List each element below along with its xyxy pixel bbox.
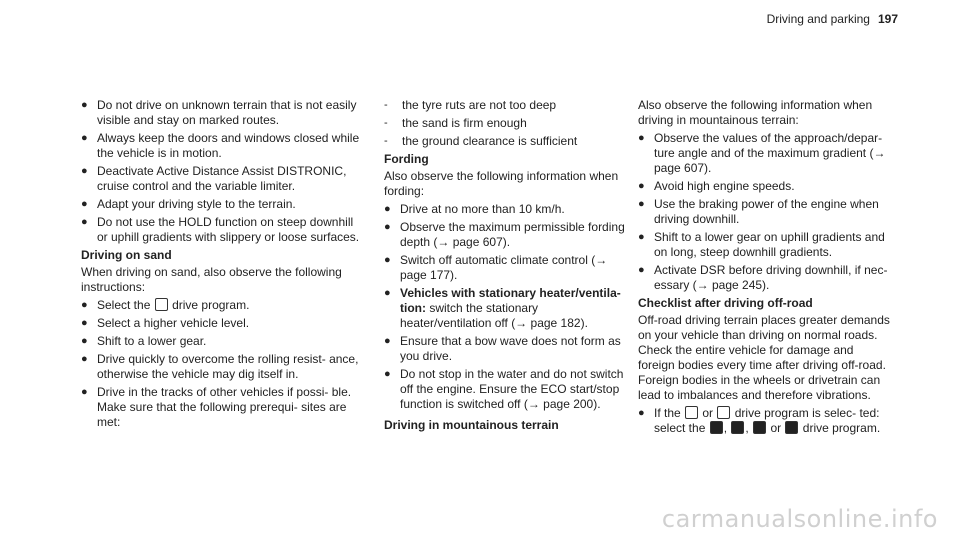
list-item: ● Ensure that a bow wave does not form as you drive. [384, 334, 621, 363]
program-s-icon [753, 421, 766, 434]
list-item: ● If the or drive program is selec- ted: select the , , or drive program. [638, 406, 881, 435]
bullet-icon: ● [638, 231, 645, 243]
offroad-program-icon [155, 298, 168, 311]
page-number: 197 [877, 12, 898, 26]
bullet-icon: ● [638, 180, 645, 192]
bullet-icon: ● [81, 299, 88, 311]
dash-item: - the tyre ruts are not too deep [384, 98, 557, 112]
dash-icon: - [384, 135, 388, 147]
list-item: ● Do not use the HOLD function on steep downhill or uphill gradients with slippery or loose surfaces. [81, 215, 360, 244]
list-item: ● Deactivate Active Distance Assist DISTRONIC, cruise control and the variable limiter. [81, 164, 347, 193]
bullet-icon: ● [81, 99, 88, 111]
bullet-icon: ● [638, 264, 645, 276]
heading-driving-on-sand: Driving on sand [81, 248, 172, 262]
bullet-icon: ● [384, 221, 391, 233]
offroad-program-icon [685, 406, 698, 419]
heading-mountainous: Driving in mountainous terrain [384, 418, 559, 432]
list-item: ● Shift to a lower gear. [81, 334, 207, 348]
offroad-plus-program-icon [717, 406, 730, 419]
program-c-icon [785, 421, 798, 434]
column-3 [638, 98, 890, 439]
bullet-icon: ● [384, 368, 391, 380]
list-item: ● Do not stop in the water and do not switch off the engine. Ensure the ECO start/stop function is switched off (→ page 200). [384, 367, 624, 411]
dash-icon: - [384, 117, 388, 129]
column-1 [81, 98, 361, 433]
list-item: ● Drive at no more than 10 km/h. [384, 202, 565, 216]
dash-item: - the ground clearance is sufficient [384, 134, 578, 148]
list-item: ● Vehicles with stationary heater/ventila- tion: switch the stationary heater/ventilation off (→ page 182). [384, 286, 621, 330]
bullet-icon: ● [81, 335, 88, 347]
program-i-icon [731, 421, 744, 434]
heading-fording: Fording [384, 152, 429, 166]
program-e-icon [710, 421, 723, 434]
bullet-icon: ● [81, 165, 88, 177]
watermark: carmanualsonline.info [661, 505, 938, 533]
paragraph-sand: When driving on sand, also observe the following instructions: [81, 265, 342, 294]
bullet-icon: ● [81, 386, 88, 398]
list-item: ● Drive in the tracks of other vehicles if possi- ble. Make sure that the following prerequi- sites are met: [81, 385, 352, 429]
bullet-icon: ● [638, 132, 645, 144]
header-title: Driving and parking [766, 12, 870, 26]
column-2 [384, 98, 632, 435]
bullet-icon: ● [81, 198, 88, 210]
list-item: ● Select the drive program. [81, 298, 250, 312]
paragraph-fording: Also observe the following information when fording: [384, 169, 619, 198]
list-item: ● Adapt your driving style to the terrain. [81, 197, 296, 211]
list-item: ● Always keep the doors and windows closed while the vehicle is in motion. [81, 131, 360, 160]
paragraph-checklist: Off-road driving terrain places greater demands on your vehicle than driving on normal roads. Check the entire vehicle for damage and foreign bodies every time after driving off-road. Foreign bodies in the wheels or drivetrain can lead to imbalances and therefore vibrations. [638, 313, 890, 402]
list-item: ● Activate DSR before driving downhill, if nec- essary (→ page 245). [638, 263, 888, 292]
bullet-icon: ● [638, 198, 645, 210]
bullet-icon: ● [384, 335, 391, 347]
list-item: ● Observe the values of the approach/depar- ture angle and of the maximum gradient (→ page 607). [638, 131, 886, 175]
list-item: ● Avoid high engine speeds. [638, 179, 795, 193]
list-item: ● Use the braking power of the engine when driving downhill. [638, 197, 879, 226]
bullet-icon: ● [81, 317, 88, 329]
list-item: ● Drive quickly to overcome the rolling resist- ance, otherwise the vehicle may dig itself in. [81, 352, 359, 381]
bullet-icon: ● [384, 254, 391, 266]
bullet-icon: ● [638, 407, 645, 419]
bullet-icon: ● [81, 353, 88, 365]
page-header [767, 12, 898, 27]
paragraph-mountainous: Also observe the following information when driving in mountainous terrain: [638, 98, 873, 127]
bullet-icon: ● [81, 216, 88, 228]
list-item: ● Select a higher vehicle level. [81, 316, 250, 330]
dash-item: - the sand is firm enough [384, 116, 527, 130]
bullet-icon: ● [81, 132, 88, 144]
dash-icon: - [384, 99, 388, 111]
list-item: ● Switch off automatic climate control (→ page 177). [384, 253, 608, 282]
bullet-icon: ● [384, 203, 391, 215]
list-item: ● Do not drive on unknown terrain that is not easily visible and stay on marked routes. [81, 98, 357, 127]
heading-checklist: Checklist after driving off-road [638, 296, 813, 310]
bullet-icon: ● [384, 287, 391, 299]
list-item: ● Observe the maximum permissible fording depth (→ page 607). [384, 220, 625, 249]
list-item: ● Shift to a lower gear on uphill gradients and on long, steep downhill gradients. [638, 230, 885, 259]
